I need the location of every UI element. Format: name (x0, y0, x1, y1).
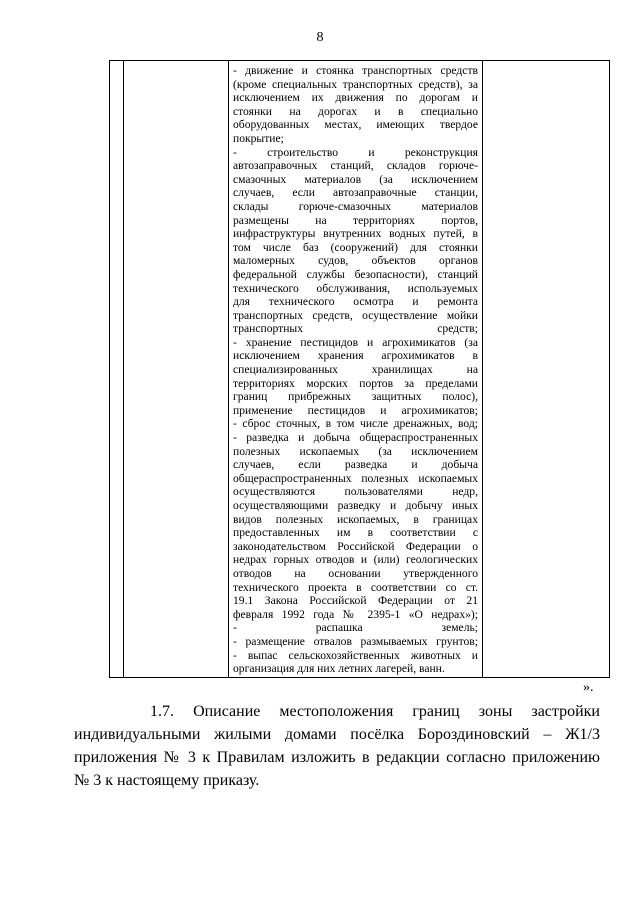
table-text-line: осуществляющими разведку и добычу иных (233, 499, 478, 512)
table-text-line: оборудованных местах, имеющих твердое (233, 118, 478, 132)
table-text-line: законодательством Российской Федерации о (233, 539, 478, 553)
table-text-line: - размещение отвалов размываемых грунтов; (233, 634, 478, 648)
table-text-line: общераспространенных полезных ископаемых (233, 471, 478, 485)
table-text-line: - хранение пестицидов и агрохимикатов (за (233, 335, 478, 349)
table-text-line: исключением их движения по дорогам и (233, 91, 478, 105)
table-text-line: применение пестицидов и агрохимикатов; (233, 403, 478, 417)
table-text-line: смазочных материалов (за исключением (233, 172, 478, 186)
table-text-line: полезных ископаемых (за исключением (233, 444, 478, 458)
table-text-line: - сброс сточных, в том числе дренажных, вод; (233, 417, 478, 431)
table-text-line: размещены на территориях портов, (233, 213, 478, 227)
table-text-line: том числе баз (сооружений) для стоянки (233, 240, 478, 254)
table-text-line: случаев, если разведка и добыча (233, 458, 478, 472)
table-text-line: технического обслуживания, используемых (233, 281, 478, 295)
table-text-line: организация для них летних лагерей, ванн. (233, 662, 445, 676)
table-text-line: границ прибрежных защитных полос), (233, 390, 478, 404)
table-text-line: исключением хранения агрохимикатов в (233, 349, 478, 363)
closing-quote: ». (583, 680, 594, 695)
paragraph-line: № 3 к настоящему приказу. (74, 772, 260, 789)
table-text-line: - выпас сельскохозяйственных животных и (233, 648, 478, 662)
table-column-divider (482, 61, 483, 677)
regulations-table (109, 60, 610, 678)
paragraph-line: приложения № 3 к Правилам изложить в редакции согласно приложению (74, 749, 600, 766)
table-text-line: - разведка и добыча общераспространенных (233, 431, 478, 445)
table-text-line: инфраструктуры внутренних водных путей, в (233, 227, 478, 241)
table-text-line: видов полезных ископаемых, в границах (233, 512, 478, 526)
page-number: 8 (316, 30, 324, 45)
amendment-paragraph (74, 700, 600, 792)
table-text-line: транспортных средств, осуществление мойки (233, 308, 478, 322)
table-column-divider (123, 61, 124, 677)
table-text-line: 19.1 Закона Российской Федерации от 21 (233, 594, 478, 608)
table-text-line: отводов на основании утвержденного (233, 566, 478, 580)
table-text-line: транспортных средств; (233, 322, 478, 336)
table-column-divider (228, 61, 229, 677)
table-text-line: специализированных хранилищах на (233, 363, 478, 377)
permitted-use-restrictions-cell (233, 64, 478, 676)
table-text-line: территориях морских портов за пределами (233, 376, 478, 390)
table-text-line: - строительство и реконструкция (233, 145, 478, 159)
paragraph-line: индивидуальными жилыми домами посёлка Бороздиновский – Ж1/3 (74, 726, 600, 743)
table-text-line: предоставленных им в соответствии с (233, 526, 478, 540)
table-text-line: - распашка земель; (233, 621, 478, 635)
table-text-line: осуществляются пользователями недр, (233, 485, 478, 499)
table-text-line: (кроме специальных транспортных средств), за (233, 77, 478, 91)
table-text-line: стоянки на дорогах и в специально (233, 104, 478, 118)
table-text-line: технического проекта в соответствии со ст. (233, 580, 478, 594)
table-text-line: недрах горных отводов и (или) геологических (233, 553, 478, 567)
table-text-line: федеральной службы безопасности), станций (233, 267, 478, 281)
table-text-line: склады горюче-смазочных материалов (233, 199, 478, 213)
table-text-line: - движение и стоянка транспортных средств (233, 64, 478, 77)
table-text-line: февраля 1992 года № 2395-1 «О недрах»); (233, 607, 478, 621)
table-text-line: покрытие; (233, 131, 284, 145)
paragraph-line: 1.7. Описание местоположения границ зоны застройки (150, 703, 600, 720)
table-text-line: случаев, если автозаправочные станции, (233, 186, 478, 200)
table-text-line: для технического осмотра и ремонта (233, 295, 478, 309)
table-text-line: автозаправочных станций, складов горюче- (233, 159, 478, 173)
table-text-line: маломерных судов, объектов органов (233, 254, 478, 268)
